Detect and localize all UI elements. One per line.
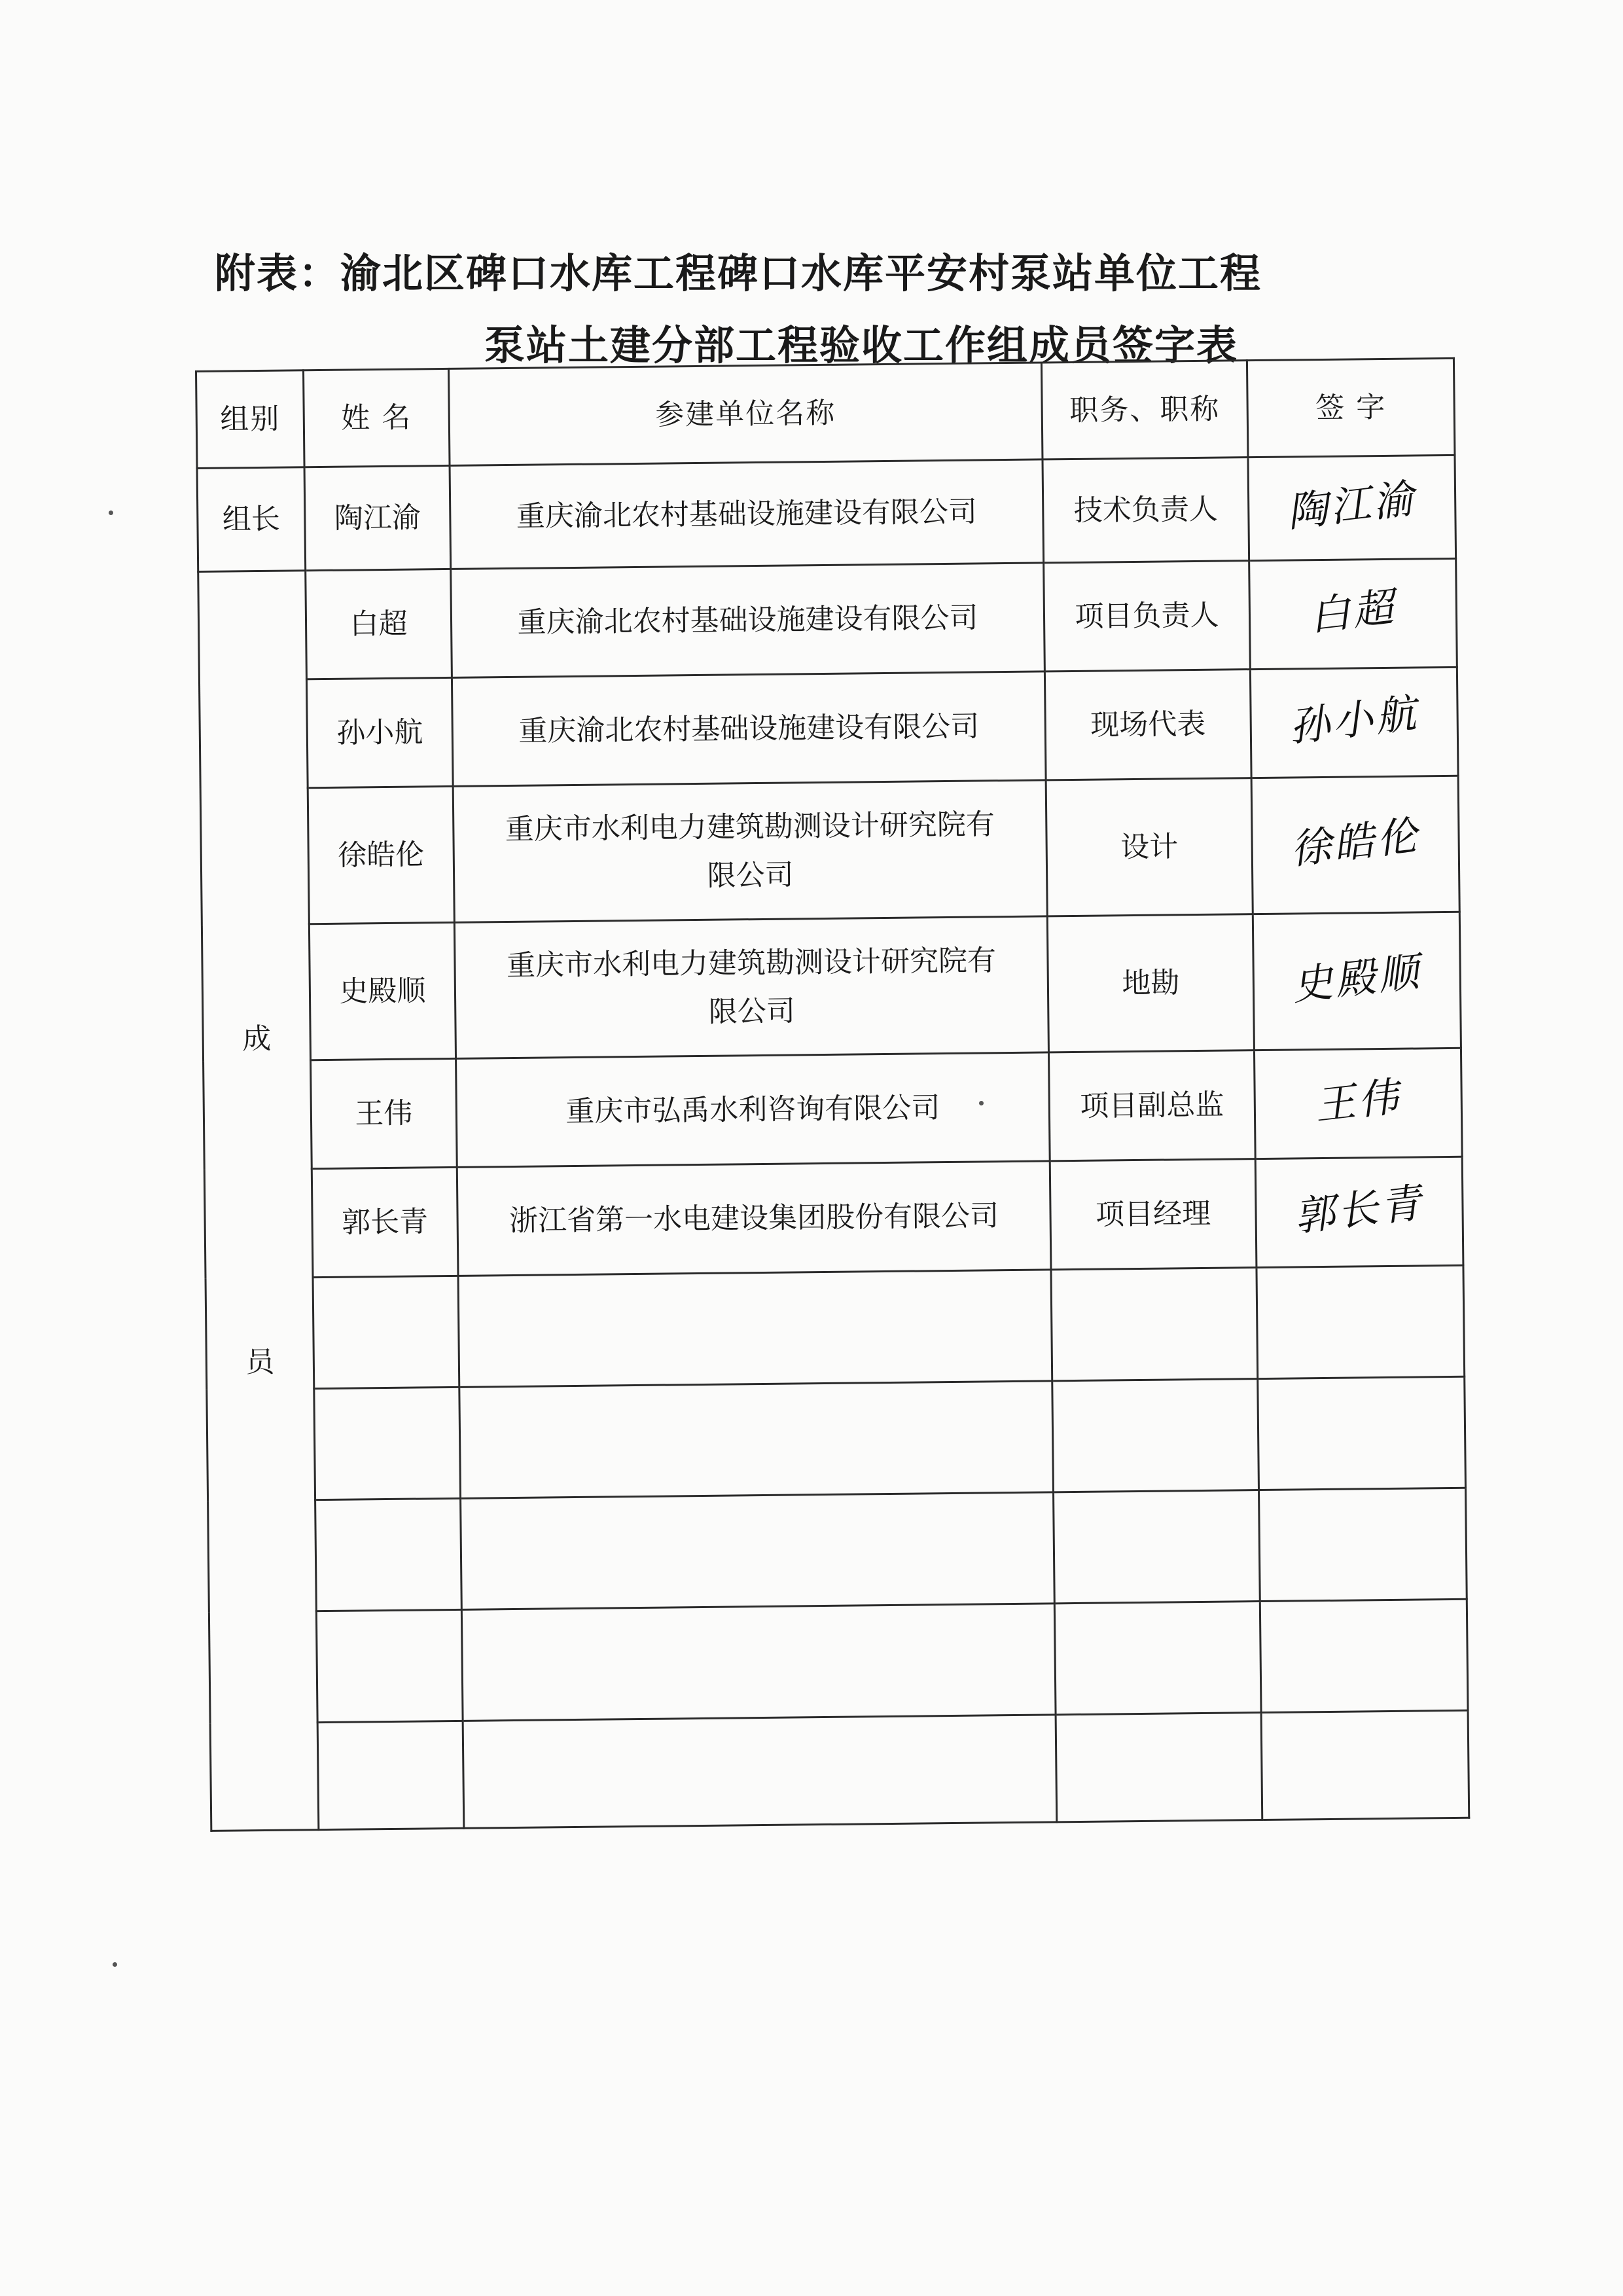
member-signature: 徐皓伦 (1288, 811, 1423, 874)
table-row (199, 667, 1458, 789)
member-name: 孙小航 (306, 677, 453, 787)
table-row (200, 776, 1459, 925)
empty-row (208, 1488, 1467, 1612)
member-unit-line-2: 限公司 (707, 857, 794, 893)
member-signature: 白超 (1307, 583, 1399, 640)
member-unit (454, 916, 1048, 1058)
table-row (198, 558, 1457, 680)
member-signature: 孙小航 (1287, 689, 1421, 751)
table-row (204, 1048, 1463, 1170)
leader-signature-cell (1248, 455, 1456, 560)
signature-table (195, 357, 1470, 1832)
scan-speck (979, 1101, 984, 1105)
header-unit: 参建单位名称 (448, 363, 1043, 465)
member-position: 项目经理 (1050, 1159, 1257, 1270)
header-name: 姓 名 (304, 368, 450, 467)
member-signature-cell (1254, 1048, 1462, 1158)
empty-row (207, 1376, 1466, 1501)
signature-table-wrapper (195, 357, 1468, 1818)
scan-speck (113, 1962, 117, 1967)
member-group-char-1: 成 (241, 1022, 272, 1056)
member-signature-cell (1255, 1157, 1463, 1267)
title-line-2: 泵站土建分部工程验收工作组成员签字表 (484, 321, 1239, 369)
member-name: 王伟 (311, 1058, 457, 1168)
member-position: 设计 (1046, 778, 1253, 916)
member-unit-line-2: 限公司 (708, 994, 796, 1029)
leader-row (197, 455, 1456, 571)
member-signature: 郭长青 (1292, 1178, 1427, 1241)
member-signature-cell (1249, 558, 1457, 669)
empty-row (205, 1265, 1465, 1390)
scan-speck (109, 511, 113, 515)
member-position: 地勘 (1047, 914, 1254, 1052)
header-position: 职务、职称 (1041, 361, 1248, 459)
member-name: 白超 (306, 569, 452, 679)
member-position: 现场代表 (1044, 670, 1251, 780)
empty-row (210, 1710, 1469, 1831)
member-unit-line-1: 重庆市水利电力建筑勘测设计研究院有 (506, 943, 997, 982)
empty-row (209, 1599, 1468, 1723)
table-row (202, 912, 1461, 1061)
member-signature-cell (1251, 776, 1459, 914)
member-signature-cell (1250, 667, 1458, 778)
member-position: 项目负责人 (1044, 561, 1251, 672)
member-name: 徐皓伦 (308, 786, 454, 924)
leader-position: 技术负责人 (1043, 457, 1249, 563)
leader-group: 组长 (197, 467, 306, 572)
member-signature: 史殿顺 (1289, 947, 1424, 1010)
table-row (204, 1157, 1463, 1278)
member-group-cell (198, 571, 319, 1831)
member-position: 项目副总监 (1048, 1050, 1255, 1161)
member-unit: 浙江省第一水电建设集团股份有限公司 (457, 1161, 1051, 1276)
member-unit: 重庆渝北农村基础设施建设有限公司 (451, 563, 1045, 677)
member-name: 郭长青 (312, 1167, 458, 1277)
leader-unit: 重庆渝北农村基础设施建设有限公司 (450, 459, 1044, 569)
header-group: 组别 (196, 370, 305, 469)
leader-name: 陶江渝 (304, 465, 451, 570)
member-unit: 重庆市弘禹水利咨询有限公司 (456, 1052, 1050, 1167)
title-line-1: 附表：渝北区碑口水库工程碑口水库平安村泵站单位工程 (215, 249, 1262, 297)
header-row (196, 358, 1455, 468)
member-unit (453, 780, 1047, 922)
member-signature-cell (1253, 912, 1461, 1050)
leader-signature: 陶江渝 (1285, 474, 1419, 537)
member-signature: 王伟 (1312, 1072, 1404, 1130)
member-name: 史殿顺 (309, 922, 455, 1060)
header-signature: 签 字 (1247, 358, 1455, 457)
member-unit: 重庆渝北农村基础设施建设有限公司 (452, 672, 1046, 786)
member-unit-line-1: 重庆市水利电力建筑勘测设计研究院有 (505, 807, 995, 846)
member-group-char-2: 员 (245, 1345, 275, 1379)
